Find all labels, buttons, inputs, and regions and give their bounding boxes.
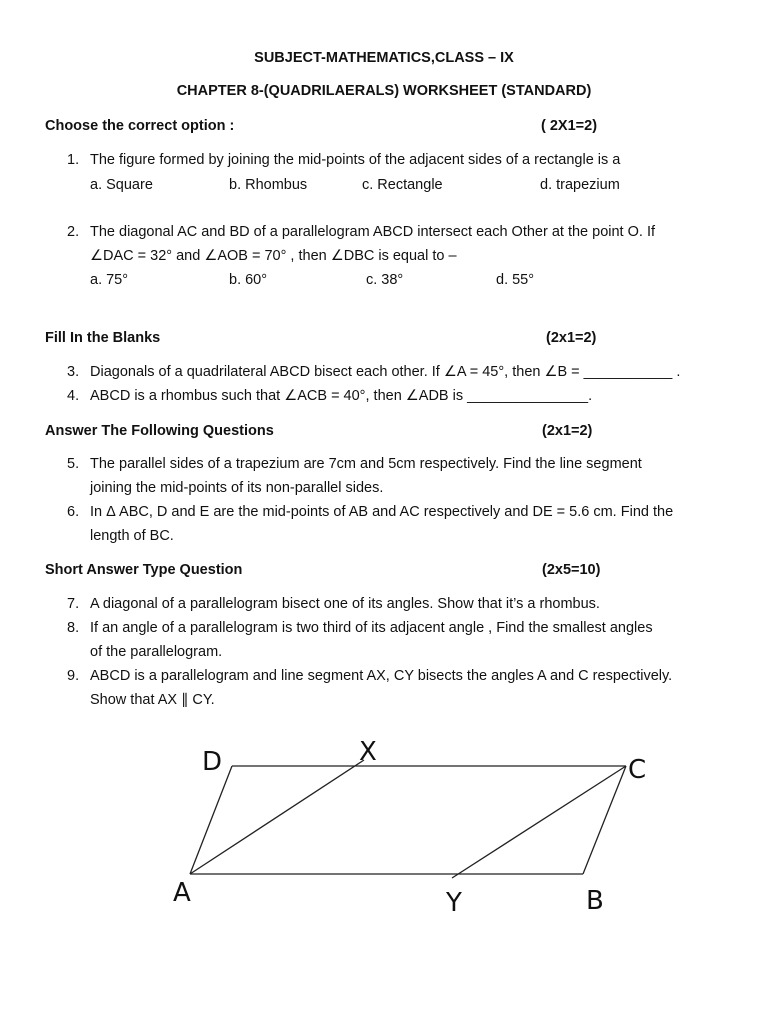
question-number: 8. [67, 620, 80, 636]
question-number: 1. [67, 152, 80, 168]
label-a: A [173, 878, 191, 908]
question-number: 6. [67, 504, 80, 520]
question-number: 7. [67, 596, 80, 612]
label-x: X [359, 737, 377, 767]
option-b: b. 60° [229, 272, 268, 288]
option-a: a. Square [90, 177, 153, 193]
question-number: 4. [67, 388, 80, 404]
question-text: joining the mid-points of its non-parallel sides. [90, 480, 384, 496]
label-y: Y [446, 888, 462, 918]
segment-cy [452, 766, 626, 878]
section-title-answer: Answer The Following Questions [45, 423, 274, 439]
option-c: c. 38° [366, 272, 404, 288]
question-text: The diagonal AC and BD of a parallelogram ABCD intersect each Other at the point O. If [90, 224, 656, 240]
subject-title: SUBJECT-MATHEMATICS,CLASS – IX [254, 50, 514, 66]
question-text: of the parallelogram. [90, 644, 223, 660]
question-number: 9. [67, 668, 80, 684]
option-b: b. Rhombus [229, 177, 308, 193]
question-text: length of BC. [90, 528, 174, 544]
edge-ad [190, 766, 232, 874]
question-number: 3. [67, 364, 80, 380]
section-marks-short: (2x5=10) [542, 562, 601, 578]
question-number: 5. [67, 456, 80, 472]
section-marks-answer: (2x1=2) [542, 423, 593, 439]
question-text: A diagonal of a parallelogram bisect one of its angles. Show that it’s a rhombus. [90, 596, 600, 612]
section-title-short: Short Answer Type Question [45, 562, 243, 578]
question-text: The figure formed by joining the mid-points of the adjacent sides of a rectangle is a [90, 152, 621, 168]
question-text: In Δ ABC, D and E are the mid-points of AB and AC respectively and DE = 5.6 cm. Find the [90, 504, 674, 520]
parallelogram-edges [190, 760, 626, 878]
chapter-title: CHAPTER 8-(QUADRILAERALS) WORKSHEET (STANDARD) [176, 83, 592, 99]
section-title-mcq: Choose the correct option : [45, 118, 235, 134]
parallelogram-figure [0, 720, 768, 940]
label-c: C [628, 755, 647, 785]
section-marks-mcq: ( 2X1=2) [541, 118, 598, 134]
option-c: c. Rectangle [362, 177, 443, 193]
question-text: ABCD is a rhombus such that ∠ACB = 40°, then ∠ADB is _______________. [90, 388, 593, 404]
question-text: ABCD is a parallelogram and line segment AX, CY bisects the angles A and C respectively. [90, 668, 673, 684]
question-text: The parallel sides of a trapezium are 7cm and 5cm respectively. Find the line segment [90, 456, 642, 472]
label-d: D [202, 747, 223, 777]
question-text: If an angle of a parallelogram is two third of its adjacent angle , Find the smallest angles [90, 620, 653, 636]
question-text: ∠DAC = 32° and ∠AOB = 70° , then ∠DBC is equal to – [90, 248, 457, 264]
question-text: Diagonals of a quadrilateral ABCD bisect each other. If ∠A = 45°, then ∠B = ___________ . [90, 364, 681, 380]
label-b: B [586, 886, 604, 916]
question-number: 2. [67, 224, 80, 240]
section-marks-blanks: (2x1=2) [546, 330, 597, 346]
edge-cb [583, 766, 626, 874]
option-d: d. 55° [496, 272, 535, 288]
segment-ax [190, 760, 364, 874]
question-text: Show that AX ∥ CY. [90, 692, 215, 708]
option-a: a. 75° [90, 272, 129, 288]
section-title-blanks: Fill In the Blanks [45, 330, 161, 346]
option-d: d. trapezium [540, 177, 620, 193]
